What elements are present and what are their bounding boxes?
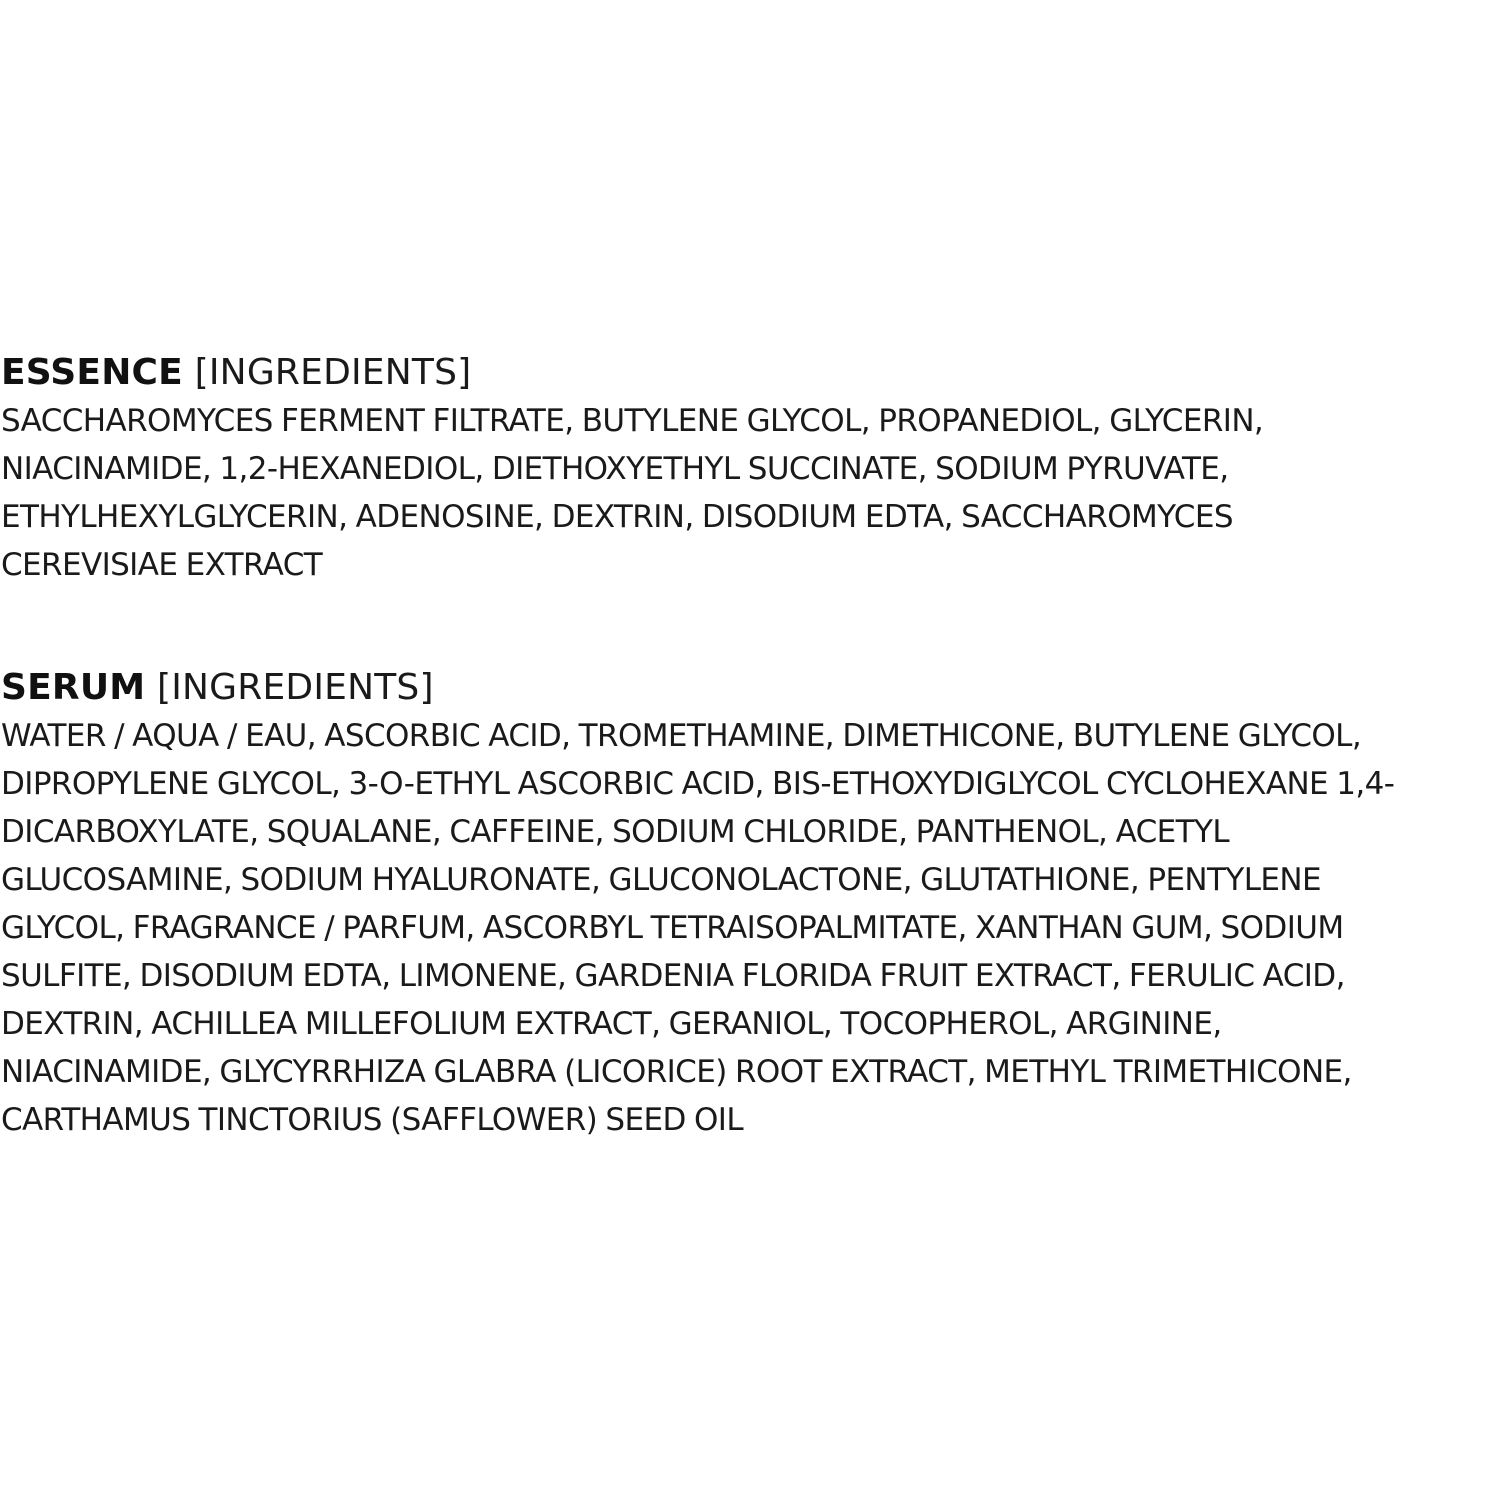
serum-ingredients-line: CARTHAMUS TINCTORIUS (SAFFLOWER) SEED OIL <box>1 1102 744 1138</box>
essence-heading <box>1 349 1495 397</box>
essence-title: ESSENCE <box>1 352 183 393</box>
essence-ingredients-label: [INGREDIENTS] <box>194 352 472 393</box>
serum-ingredients-line: DEXTRIN, ACHILLEA MILLEFOLIUM EXTRACT, GERANIOL, TOCOPHEROL, ARGININE, <box>1 1006 1222 1042</box>
serum-title: SERUM <box>1 667 146 708</box>
serum-ingredients-label: [INGREDIENTS] <box>156 667 434 708</box>
serum-ingredients-line: DICARBOXYLATE, SQUALANE, CAFFEINE, SODIUM CHLORIDE, PANTHENOL, ACETYL <box>1 814 1230 850</box>
essence-ingredients-line: NIACINAMIDE, 1,2-HEXANEDIOL, DIETHOXYETHYL SUCCINATE, SODIUM PYRUVATE, <box>1 451 1229 487</box>
serum-heading <box>1 664 1495 712</box>
serum-ingredients-line: DIPROPYLENE GLYCOL, 3-O-ETHYL ASCORBIC ACID, BIS-ETHOXYDIGLYCOL CYCLOHEXANE 1,4- <box>1 766 1395 802</box>
serum-ingredients-line: SULFITE, DISODIUM EDTA, LIMONENE, GARDENIA FLORIDA FRUIT EXTRACT, FERULIC ACID, <box>1 958 1345 994</box>
serum-ingredients-line: GLYCOL, FRAGRANCE / PARFUM, ASCORBYL TETRAISOPALMITATE, XANTHAN GUM, SODIUM <box>1 910 1344 946</box>
serum-ingredients-section <box>1 664 1495 1144</box>
serum-ingredients-line: NIACINAMIDE, GLYCYRRHIZA GLABRA (LICORICE) ROOT EXTRACT, METHYL TRIMETHICONE, <box>1 1054 1352 1090</box>
serum-ingredients-line: WATER / AQUA / EAU, ASCORBIC ACID, TROMETHAMINE, DIMETHICONE, BUTYLENE GLYCOL, <box>1 718 1362 754</box>
essence-ingredients-line: SACCHAROMYCES FERMENT FILTRATE, BUTYLENE GLYCOL, PROPANEDIOL, GLYCERIN, <box>1 403 1264 439</box>
essence-ingredients-line: CEREVISIAE EXTRACT <box>1 547 323 583</box>
serum-ingredients-line: GLUCOSAMINE, SODIUM HYALURONATE, GLUCONOLACTONE, GLUTATHIONE, PENTYLENE <box>1 862 1321 898</box>
essence-ingredients-line: ETHYLHEXYLGLYCERIN, ADENOSINE, DEXTRIN, DISODIUM EDTA, SACCHAROMYCES <box>1 499 1233 535</box>
essence-ingredients-section <box>1 349 1495 589</box>
